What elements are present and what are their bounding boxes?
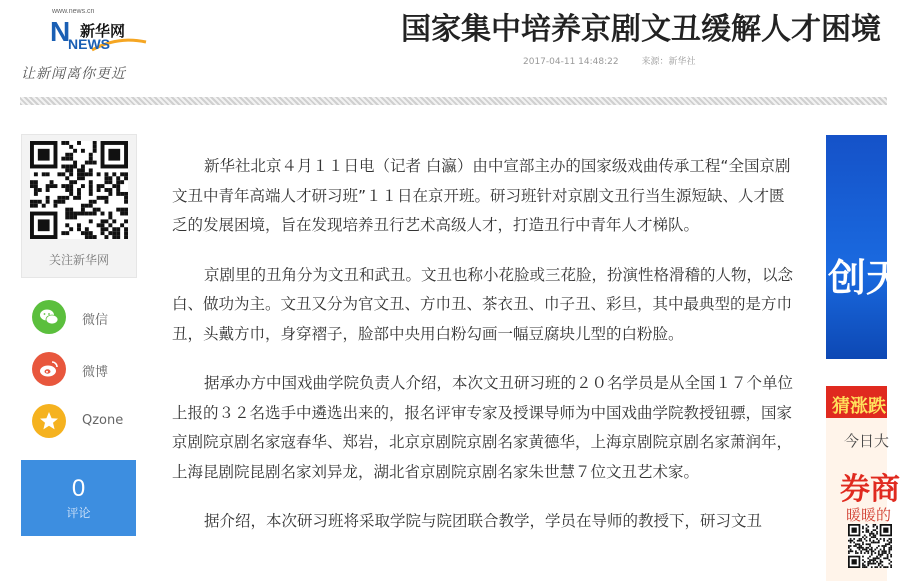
logo-news: NEWS bbox=[68, 36, 110, 52]
ad-banner-bottom[interactable] bbox=[826, 386, 900, 581]
article-source: 来源：新华社 bbox=[641, 57, 696, 67]
ad-banner-line: 券商 bbox=[840, 472, 900, 507]
ad-banner-line: 暖暖的 bbox=[846, 506, 892, 524]
share-qzone-label: Qzone bbox=[82, 413, 124, 428]
comment-button[interactable] bbox=[21, 460, 136, 536]
page-title: 国家集中培养京剧文丑缓解人才困境 bbox=[401, 12, 881, 47]
article-body bbox=[172, 152, 797, 557]
article-paragraph: 据介绍，本次研习班将采取学院与院团联合教学，学员在导师的教授下，研习文丑 bbox=[204, 512, 763, 530]
publish-time: 2017-04-11 14:48:22 bbox=[523, 57, 619, 67]
article-paragraph: 据承办方中国戏曲学院负责人介绍，本次文丑研习班的２０名学员是从全国１７个单位上报的３２名选手中遴选出来的，报名评审专家及授课导师为中国戏曲学院教授钮骠，国家京剧院京剧名家寇春华、郑岩，北京京剧院京剧名家黄德华，上海京剧院京剧名家萧润年，上海昆剧院昆剧名家刘异龙，湖北省京剧院京剧名家朱世慧７位文丑艺术家。 bbox=[172, 374, 794, 481]
comment-label: 评论 bbox=[66, 506, 91, 520]
share-weibo-label: 微博 bbox=[82, 365, 109, 380]
logo-url-text: www.news.cn bbox=[52, 8, 95, 15]
logo-mark: N 新华网 NEWS bbox=[50, 18, 150, 58]
article-paragraph: 京剧里的丑角分为文丑和武丑。文丑也称小花脸或三花脸，扮演性格滑稽的人物，以念白、做功为主。文丑又分为官文丑、方巾丑、茶衣丑、巾子丑、彩旦，其中最典型的是方巾丑，头戴方巾，身穿褶子，脸部中央用白粉勾画一幅豆腐块儿型的白粉脸。 bbox=[172, 265, 794, 343]
comment-count: 0 bbox=[71, 475, 86, 502]
article-paragraph: 新华社北京４月１１日电（记者 白瀛）由中宣部主办的国家级戏曲传承工程“全国京剧文丑中青年高端人才研习班”１１日在京开班。研习班针对京剧文丑行当生源短缺、人才匮乏的发展困境，旨在发现培养丑行艺术高级人才，打造丑行中青年人才梯队。 bbox=[172, 157, 791, 234]
ad-banner-line: 今日大 bbox=[844, 432, 890, 450]
ad-qr-code-icon bbox=[848, 524, 892, 568]
wechat-icon bbox=[39, 307, 59, 327]
ad-banner-top[interactable] bbox=[826, 135, 904, 359]
share-qzone-button[interactable] bbox=[32, 404, 136, 440]
article-meta bbox=[523, 54, 695, 67]
ad-banner-headline: 猜涨跌 bbox=[832, 396, 886, 417]
weibo-icon bbox=[39, 359, 59, 379]
logo-brand: 新华网 bbox=[80, 22, 126, 40]
share-weibo-button[interactable] bbox=[32, 352, 136, 388]
follow-qr-panel bbox=[21, 134, 137, 278]
qzone-icon bbox=[39, 411, 59, 431]
share-wechat-button[interactable] bbox=[32, 300, 136, 336]
slogan: 让新闻离你更近 bbox=[21, 66, 126, 82]
qr-label: 关注新华网 bbox=[48, 253, 109, 267]
share-wechat-label: 微信 bbox=[82, 313, 109, 328]
header-divider bbox=[20, 97, 887, 105]
qr-code-icon bbox=[30, 141, 128, 239]
ad-banner-top-text: 创天 bbox=[828, 256, 904, 300]
